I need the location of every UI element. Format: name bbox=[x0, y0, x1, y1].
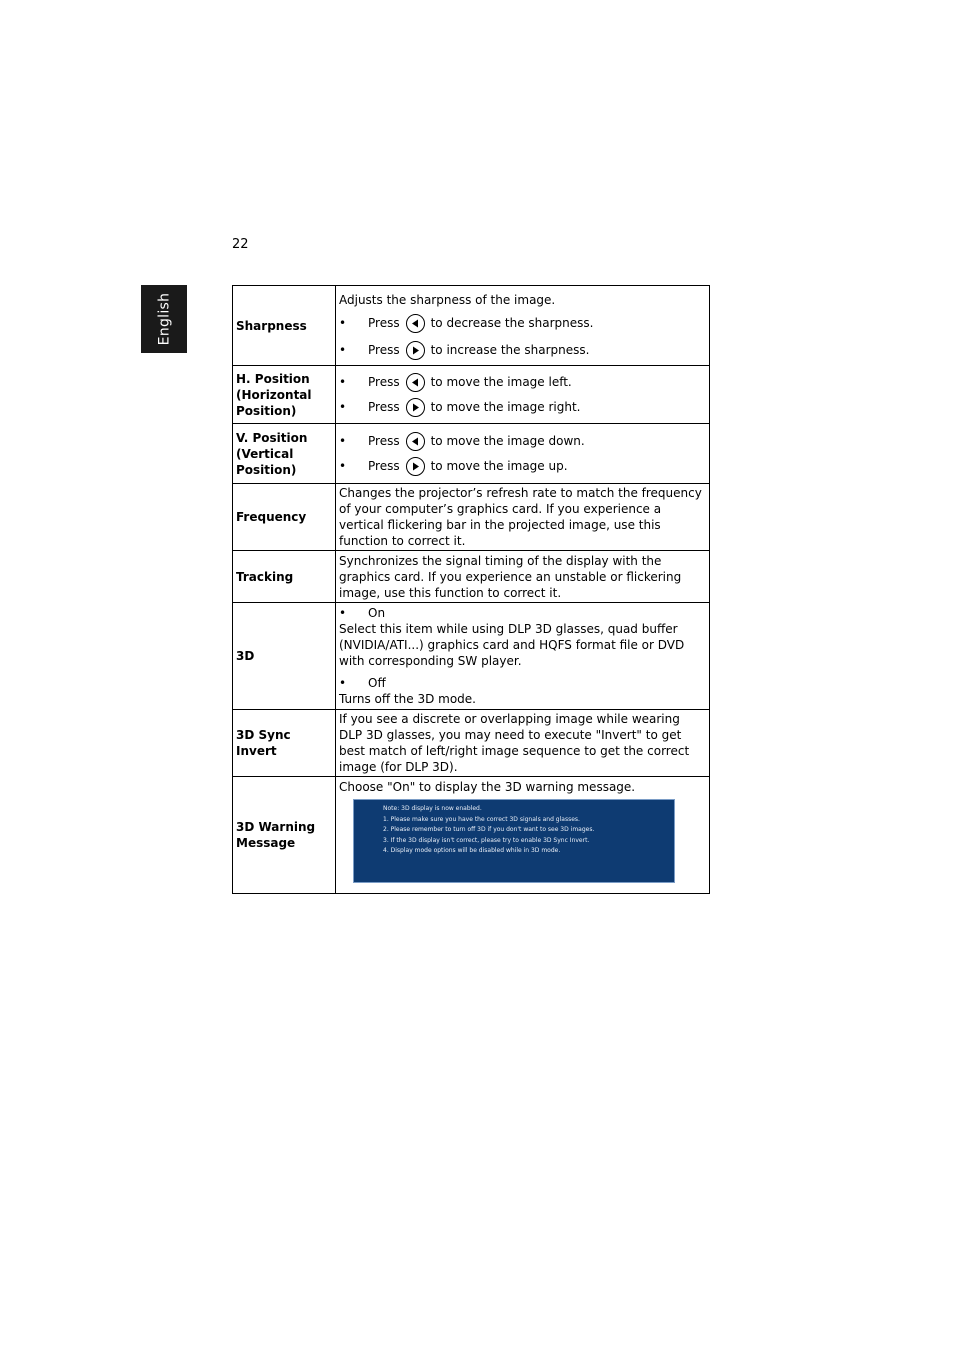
row-label: Frequency bbox=[233, 484, 336, 551]
right-arrow-button-icon bbox=[406, 341, 425, 360]
list-item-description: Select this item while using DLP 3D glasses, quad buffer (NVIDIA/ATI...) graphics card and HQFS format file or DVD with corresponding SW player. bbox=[339, 622, 685, 668]
list-item: • Press to move the image left. bbox=[339, 373, 706, 392]
row-description bbox=[336, 424, 710, 484]
table-row-h-position bbox=[233, 366, 710, 424]
table-row-3d-sync-invert bbox=[233, 710, 710, 777]
warning-message-screenshot bbox=[353, 799, 675, 883]
table-row-3d bbox=[233, 603, 710, 710]
row-label: 3D Sync Invert bbox=[233, 710, 336, 777]
row-label: 3D bbox=[233, 603, 336, 710]
row-description: Synchronizes the signal timing of the display with the graphics card. If you experience an unstable or flickering image, use this function to correct it. bbox=[336, 551, 710, 603]
table-row-3d-warning-message bbox=[233, 777, 710, 894]
warning-line: 4. Display mode options will be disabled while in 3D mode. bbox=[383, 847, 561, 854]
row-label: V. Position (Vertical Position) bbox=[233, 424, 336, 484]
row-description: If you see a discrete or overlapping image while wearing DLP 3D glasses, you may need to execute "Invert" to get best match of left/right image sequence to get the correct image (for DLP 3D). bbox=[336, 710, 710, 777]
row-label: 3D Warning Message bbox=[233, 777, 336, 894]
row-description bbox=[336, 286, 710, 366]
warning-line: Note: 3D display is now enabled. bbox=[383, 805, 482, 812]
row-intro: Adjusts the sharpness of the image. bbox=[339, 292, 556, 307]
row-label: H. Position (Horizontal Position) bbox=[233, 366, 336, 424]
page-number: 22 bbox=[232, 237, 249, 252]
warning-line: 2. Please remember to turn off 3D if you don't want to see 3D images. bbox=[383, 826, 595, 833]
row-description bbox=[336, 366, 710, 424]
left-arrow-button-icon bbox=[406, 314, 425, 333]
settings-table bbox=[232, 285, 710, 894]
row-description: Changes the projector’s refresh rate to match the frequency of your computer’s graphics card. If you experience a vertical flickering bar in the projected image, use this function to correct it. bbox=[336, 484, 710, 551]
table-row-tracking bbox=[233, 551, 710, 603]
table-row-frequency bbox=[233, 484, 710, 551]
list-item: • Press to decrease the sharpness. bbox=[339, 314, 706, 333]
right-arrow-button-icon bbox=[406, 398, 425, 417]
list-item: • Press to move the image right. bbox=[339, 398, 706, 417]
language-tab-label: English bbox=[156, 292, 172, 346]
table-row-v-position bbox=[233, 424, 710, 484]
list-item: • Press to move the image up. bbox=[339, 457, 706, 476]
list-item: • Press to increase the sharpness. bbox=[339, 341, 706, 360]
warning-line: 3. If the 3D display isn't correct, please try to enable 3D Sync Invert. bbox=[383, 836, 590, 844]
list-item: • On bbox=[339, 606, 386, 620]
left-arrow-button-icon bbox=[406, 373, 425, 392]
list-item-description: Turns off the 3D mode. bbox=[339, 692, 476, 706]
warning-line: 1. Please make sure you have the correct 3D signals and glasses. bbox=[383, 815, 580, 823]
right-arrow-button-icon bbox=[406, 457, 425, 476]
left-arrow-button-icon bbox=[406, 432, 425, 451]
row-description bbox=[336, 603, 710, 710]
row-description bbox=[336, 777, 710, 894]
row-label: Sharpness bbox=[233, 286, 336, 366]
row-intro: Choose "On" to display the 3D warning message. bbox=[339, 780, 636, 794]
row-label: Tracking bbox=[233, 551, 336, 603]
list-item: • Off bbox=[339, 676, 386, 690]
table-row-sharpness bbox=[233, 286, 710, 366]
language-tab bbox=[141, 285, 187, 353]
list-item: • Press to move the image down. bbox=[339, 432, 706, 451]
